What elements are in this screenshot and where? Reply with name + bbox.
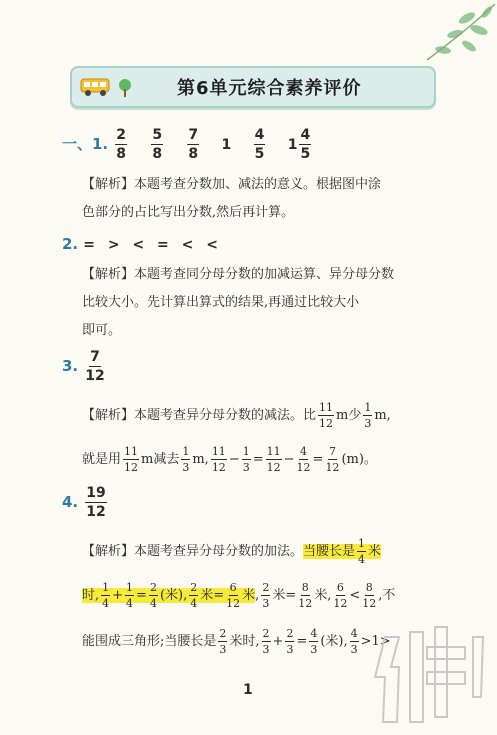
highlight: 时, $\frac{1}{4}$ + $\frac{1}{4}$ = $\frac{2}{4}$ (米), $\frac{2}{4}$ 米= $\frac{6}{12}$ 米	[82, 581, 256, 610]
q1-number: 一、1.	[62, 135, 109, 153]
fraction: $\frac{1}{3}$	[182, 445, 190, 474]
section-banner	[70, 66, 436, 108]
fraction: $\frac{8}{12}$	[298, 581, 313, 610]
fraction: $\frac{11}{12}$	[124, 445, 139, 474]
fraction: $\frac{4}{3}$	[350, 627, 358, 656]
q4-answer-row	[62, 486, 109, 519]
fraction: $\frac{4}{3}$	[310, 627, 318, 656]
q4-explanation-line: 时, $\frac{1}{4}$ + $\frac{1}{4}$ = $\frac{2}{4}$ (米), $\frac{2}{4}$ 米= $\frac{6}{12}$ 米, $\frac{2}{3}$ 米= $\frac{8}{12}$ 米, $\frac{6}{12}$ < $\frac{8}{12}$ ,不	[82, 581, 396, 610]
fraction: $\frac{1}{4}$	[358, 537, 366, 566]
q2-answer-row	[62, 234, 218, 253]
mixed-whole: 1	[287, 137, 298, 153]
q2-explanation-line: 【解析】本题考查同分母分数的加减运算、异分母分数	[82, 267, 395, 282]
q4-explanation-line: 能围成三角形;当腰长是 $\frac{2}{3}$ 米时, $\frac{2}{3}$ + $\frac{2}{3}$ = $\frac{4}{3}$ (米), $\frac{4}{3}$ >1>	[82, 627, 391, 656]
fraction: $\frac{5}{8}$	[152, 127, 163, 162]
fraction: $\frac{11}{12}$	[319, 401, 334, 430]
fraction: $\frac{4}{12}$	[296, 445, 311, 474]
fraction: $\frac{8}{12}$	[362, 581, 377, 610]
q3-answer-row	[62, 350, 107, 383]
fraction: $\frac{1}{4}$	[102, 581, 110, 610]
fraction: $\frac{2}{3}$	[286, 627, 294, 656]
fraction: $\frac{2}{8}$	[116, 127, 126, 162]
q1-explanation-line: 【解析】本题考查分数加、减法的意义。根据图中涂	[82, 177, 382, 192]
tree-icon	[118, 78, 132, 98]
fraction: $\frac{4}{5}$	[254, 127, 265, 162]
highlight: 当腰长是 $\frac{1}{4}$ 米	[303, 537, 382, 566]
fraction: $\frac{2}{4}$	[190, 581, 198, 610]
q3-number: 3.	[62, 357, 79, 375]
fraction: $\frac{11}{12}$	[211, 445, 226, 474]
fraction: $\frac{19}{12}$	[86, 485, 106, 520]
q1-answer-row	[62, 128, 313, 161]
q4-explanation-line: 【解析】本题考查异分母分数的加法。当腰长是 $\frac{1}{4}$ 米	[82, 537, 382, 566]
q3-explanation-line: 【解析】本题考查异分母分数的减法。比 $\frac{11}{12}$ m少 $\frac{1}{3}$ m,	[82, 401, 391, 430]
fraction: $\frac{6}{12}$	[226, 581, 241, 610]
fraction: $\frac{1}{4}$	[126, 581, 134, 610]
q1-explanation-line: 色部分的占比写出分数,然后再计算。	[82, 205, 295, 220]
fraction: $\frac{2}{4}$	[149, 581, 157, 610]
watermark-graphic	[365, 617, 495, 727]
q2-explanation-line: 即可。	[82, 323, 122, 338]
q3-explanation-line: 就是用 $\frac{11}{12}$ m减去 $\frac{1}{3}$ m, $\frac{11}{12}$ − $\frac{1}{3}$ = $\frac{11}{12}$ − $\frac{4}{12}$ = $\frac{7}{12}$ (m)。	[82, 445, 377, 474]
fraction: $\frac{6}{12}$	[333, 581, 348, 610]
bus-icon	[80, 77, 112, 97]
fraction: $\frac{2}{3}$	[262, 581, 270, 610]
fraction: $\frac{2}{3}$	[262, 627, 270, 656]
fraction: $\frac{11}{12}$	[266, 445, 281, 474]
q2-answer: = > < = < <	[83, 237, 218, 253]
page-number: 1	[243, 682, 253, 698]
answer-value: 1	[221, 137, 232, 153]
q2-number: 2.	[62, 235, 79, 253]
fraction: $\frac{1}{3}$	[242, 445, 250, 474]
fraction: $\frac{7}{12}$	[85, 349, 105, 384]
q2-explanation-line: 比较大小。先计算出算式的结果,再通过比较大小	[82, 295, 360, 310]
fraction: $\frac{7}{12}$	[325, 445, 340, 474]
fraction: $\frac{2}{3}$	[219, 627, 227, 656]
fraction: $\frac{1}{3}$	[364, 401, 372, 430]
fraction: $\frac{4}{5}$	[300, 127, 311, 162]
page-title: 第6单元综合素养评价	[177, 78, 362, 99]
q4-number: 4.	[62, 493, 79, 511]
fraction: $\frac{7}{8}$	[188, 127, 199, 162]
